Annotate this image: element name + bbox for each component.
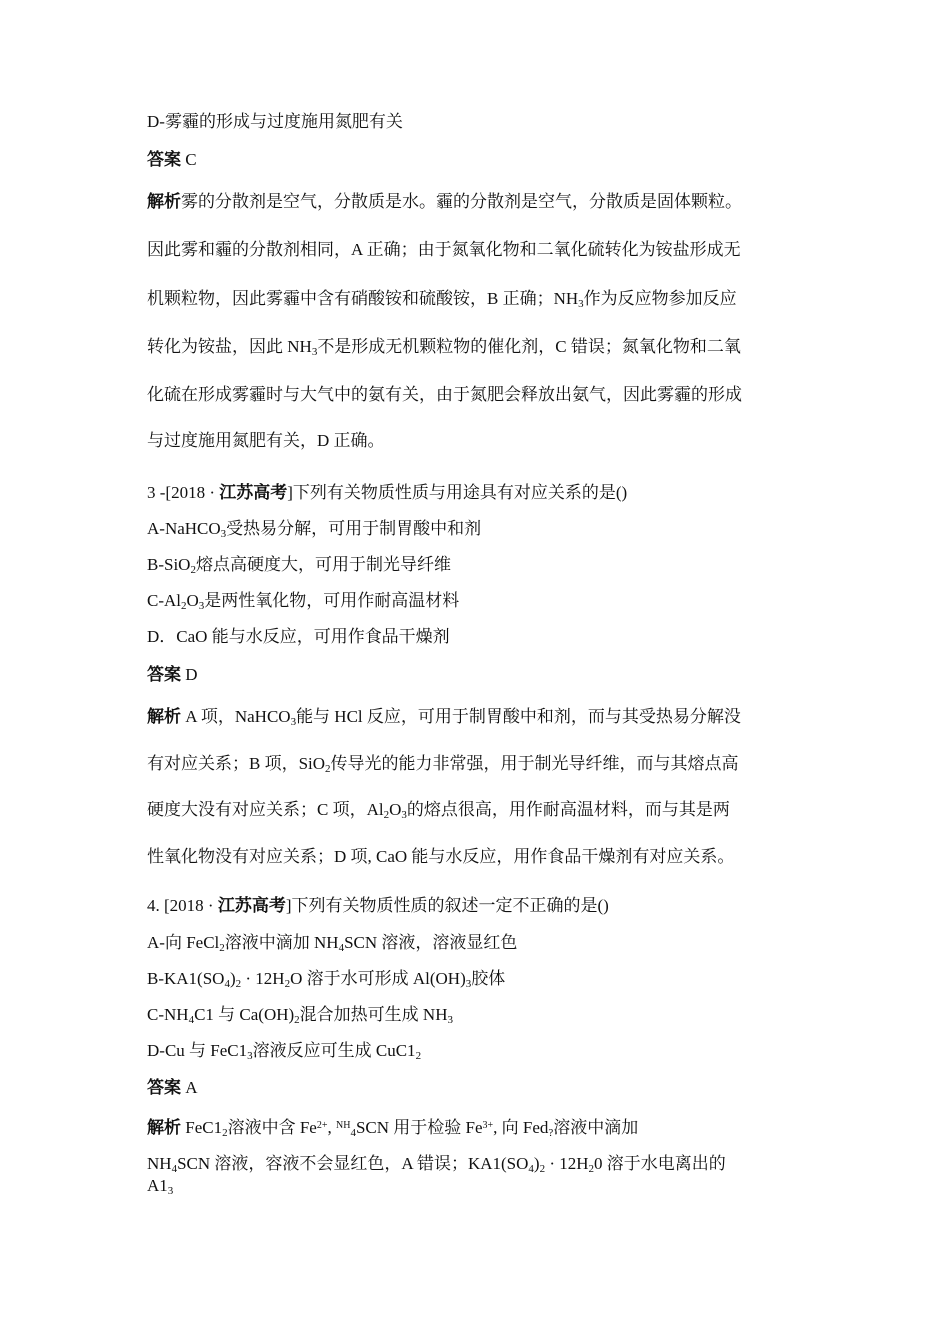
q2-explanation-line-5: 化硫在形成雾霾时与大气中的氨有关，由于氮肥会释放出氨气，因此雾霾的形成: [147, 385, 742, 404]
q3-explanation-line-4: 性氧化物没有对应关系；D 项, CaO 能与水反应，用作食品干燥剂有对应关系。: [147, 847, 735, 866]
q2-option-d: D-雾霾的形成与过度施用氮肥有关: [147, 112, 403, 131]
q3-option-a: A-NaHCO$_3$受热易分解，可用于制胃酸中和剂: [147, 519, 482, 540]
q3-explanation-line-3: 硬度大没有对应关系；C 项，$Al_2O_3$的熔点很高，用作耐高温材料，而与其是两: [147, 800, 730, 821]
q4-option-b: $B-KA1(SO_4)_2 \cdot 12H_2O$ 溶于水可形成 $Al(OH)_3$胶体: [147, 969, 506, 990]
q2-explanation-line-4: 转化为铵盐，因此 $NH_3$不是形成无机颗粒物的催化剂，C 错误；氮氧化物和二氧: [147, 337, 741, 358]
q2-explanation-line-2: 因此雾和霾的分散剂相同，A 正确；由于氮氧化物和二氧化硫转化为铵盐形成无: [147, 240, 741, 259]
q4-option-c: $C-NH_4C1$ 与 $Ca(OH)_2$混合加热可生成 $NH_3$: [147, 1005, 453, 1026]
q3-option-c: $C-Al_2O_3$是两性氧化物，可用作耐高温材料: [147, 591, 460, 612]
q2-explanation-line-3: 机颗粒物，因此雾霾中含有硝酸铵和硫酸铵，B 正确；$NH_3$作为反应物参加反应: [147, 289, 737, 310]
q4-option-a: A-向 FeCl$_2$溶液中滴加 $NH_4SCN$ 溶液，溶液显红色: [147, 933, 518, 954]
q4-explanation-line-3: $A1_3$: [147, 1176, 174, 1197]
q4-stem: 4. [2018 · 江苏高考]下列有关物质性质的叙述一定不正确的是(): [147, 896, 609, 915]
q3-answer: 答案 D: [147, 665, 198, 684]
q3-explanation-line-2: 有对应关系；B 项，SiO$_2$传导光的能力非常强，用于制光导纤维，而与其熔点高: [147, 754, 739, 775]
q3-option-b: B-SiO$_2$熔点高硬度大，可用于制光导纤维: [147, 555, 451, 576]
q4-option-d: D-Cu 与 $FeC1_3$溶液反应可生成 $CuC1_2$: [147, 1041, 422, 1062]
q4-answer: 答案 A: [147, 1078, 198, 1097]
q3-stem: 3 -[2018 · 江苏高考]下列有关物质性质与用途具有对应关系的是(): [147, 483, 628, 502]
q4-explanation-line-2: $NH_4SCN$ 溶液，容液不会显红色，A 错误；$KA1(SO_4)_2 \cdot 12H_20$ 溶于水电离出的: [147, 1154, 726, 1175]
q2-explanation-line-6: 与过度施用氮肥有关，D 正确。: [147, 431, 385, 450]
q2-answer: 答案 C: [147, 150, 197, 169]
q4-explanation-line-1: 解析 $FeC1_2$溶液中含 $Fe^{2+}$, $^{NH}_4$SCN 用于检验 $Fe^{3+}$, 向 Fed$_?$溶液中滴加: [147, 1118, 639, 1139]
q2-explanation-line-1: 解析雾的分散剂是空气，分散质是水。霾的分散剂是空气，分散质是固体颗粒。: [147, 192, 742, 211]
q3-explanation-line-1: 解析 A 项，NaHCO$_3$能与 HCl 反应，可用于制胃酸中和剂，而与其受热易分解没: [147, 707, 741, 728]
q3-option-d: D．CaO 能与水反应，可用作食品干燥剂: [147, 627, 450, 646]
